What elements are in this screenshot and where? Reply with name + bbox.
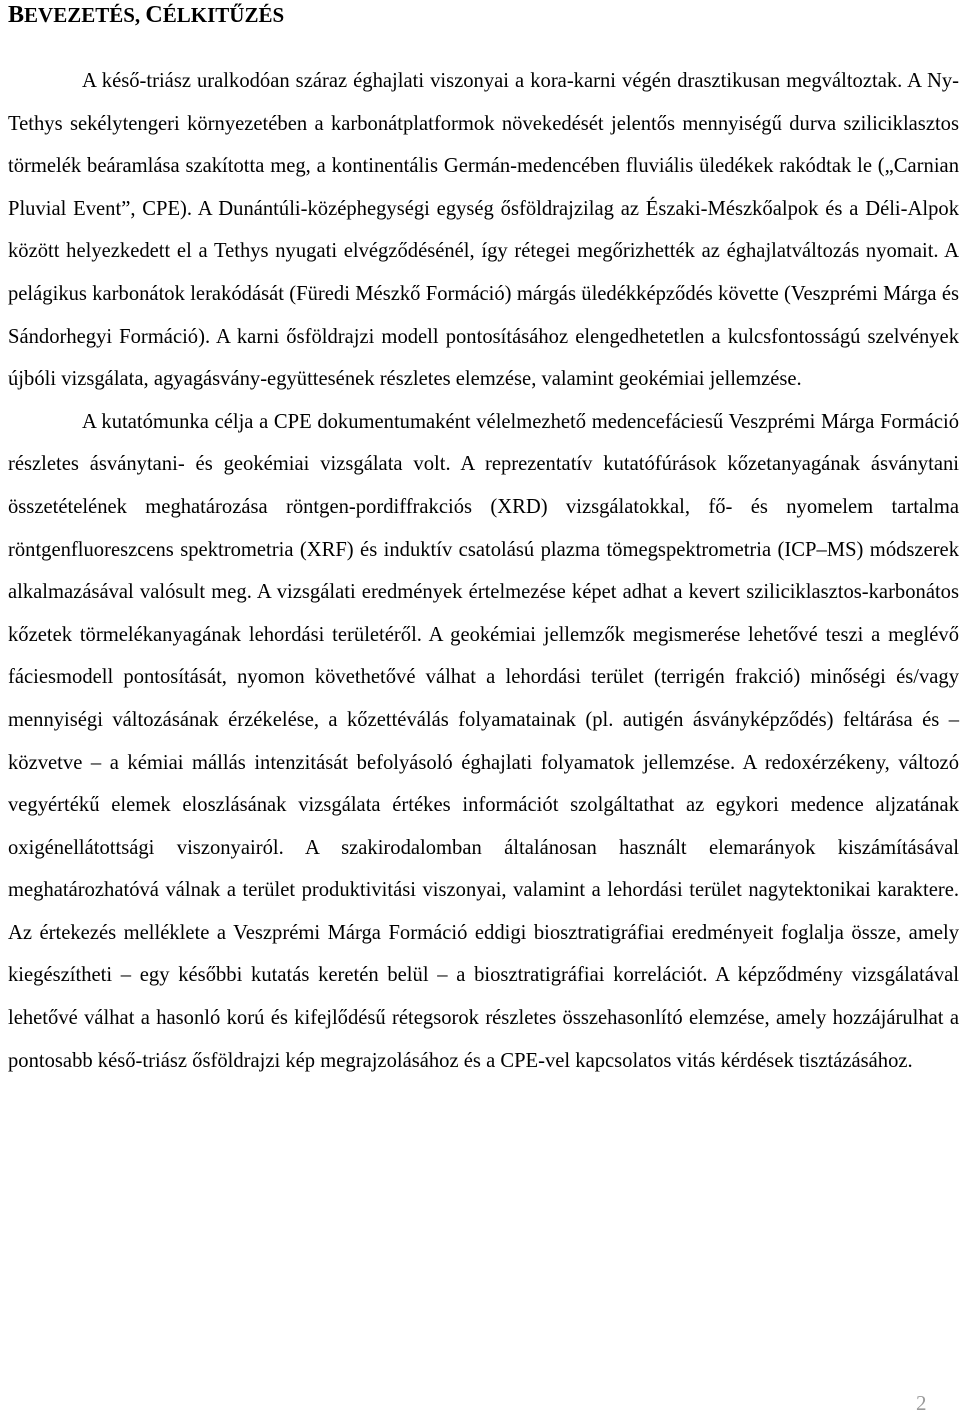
paragraph-2: A kutatómunka célja a CPE dokumentumaként vélelmezhető medencefáciesű Veszprémi Márga Formáció részletes ásványtani- és geokémiai vizsgálata volt. A reprezentatív kutatófúrások kőzetanyagának ásványtani összetételének meghatározása röntgen-pordiffrakciós (XRD) vizsgálatokkal, fő- és nyomelem tartalma röntgenfluoreszcens spektrometria (XRF) és induktív csatolású plazma tömegspektrometria (ICP–MS) módszerek alkalmazásával valósult meg. A vizsgálati eredmények értelmezése képet adhat a kevert sziliciklasztos-karbonátos kőzetek törmelékanyagának lehordási területéről. A geokémiai jellemzők megismerése lehetővé teszi a meglévő fáciesmodell pontosítását, nyomon követhetővé válhat a lehordási terület (terrigén frakció) minőségi és/vagy mennyiségi változásának érzékelése, a kőzettéválás folyamatainak (pl. autigén ásványképződés) feltárása és – közvetve – a kémiai mállás intenzitását befolyásoló éghajlati folyamatok jellemzése. A redoxérzékeny, változó vegyértékű elemek eloszlásának vizsgálata értékes információt szolgáltathat az egykori medence aljzatának oxigénellátottsági viszonyairól. A szakirodalomban általánosan használt elemarányok kiszámításával meghatározhatóvá válnak a terület produktivitási viszonyai, valamint a lehordási terület nagytektonikai karaktere. Az értekezés melléklete a Veszprémi Márga Formáció eddigi biosztratigráfiai eredményeit foglalja össze, amely kiegészítheti – egy későbbi kutatás keretén belül – a biosztratigráfiai korrelációt. A képződmény vizsgálatával lehetővé válhat a hasonló korú és kifejlődésű rétegsorok részletes összehasonlító elemzése, amely hozzájárulhat a pontosabb késő-triász ősföldrajzi kép megrajzolásához és a CPE-vel kapcsolatos vitás kérdések tisztázásához. bbox=[8, 410, 959, 1072]
body-text bbox=[8, 60, 959, 1082]
heading-initial-2: C bbox=[145, 2, 163, 28]
heading-separator: , bbox=[134, 3, 146, 27]
page-number: 2 bbox=[916, 1391, 927, 1415]
heading-part-1: EVEZETÉS bbox=[24, 3, 135, 27]
heading-part-2: ÉLKITŰZÉS bbox=[162, 3, 285, 27]
section-heading bbox=[8, 2, 284, 28]
paragraph-1: A késő-triász uralkodóan száraz éghajlati viszonyai a kora-karni végén drasztikusan megváltoztak. A Ny-Tethys sekélytengeri környezetében a karbonátplatformok növekedését jelentős mennyiségű durva sziliciklasztos törmelék beáramlása szakította meg, a kontinentális Germán-medencében fluviális üledékek rakódtak le („Carnian Pluvial Event”, CPE). A Dunántúli-középhegységi egység ősföldrajzilag az Északi-Mészkőalpok és a Déli-Alpok között helyezkedett el a Tethys nyugati elvégződésénél, így rétegei megőrizhették az éghajlatváltozás nyomait. A pelágikus karbonátok lerakódását (Füredi Mészkő Formáció) márgás üledékképződés követte (Veszprémi Márga és Sándorhegyi Formáció). A karni ősföldrajzi modell pontosításához elengedhetetlen a kulcsfontosságú szelvények újbóli vizsgálata, agyagásvány-együttesének részletes elemzése, valamint geokémiai jellemzése. bbox=[8, 70, 959, 391]
heading-initial-1: B bbox=[8, 2, 25, 28]
